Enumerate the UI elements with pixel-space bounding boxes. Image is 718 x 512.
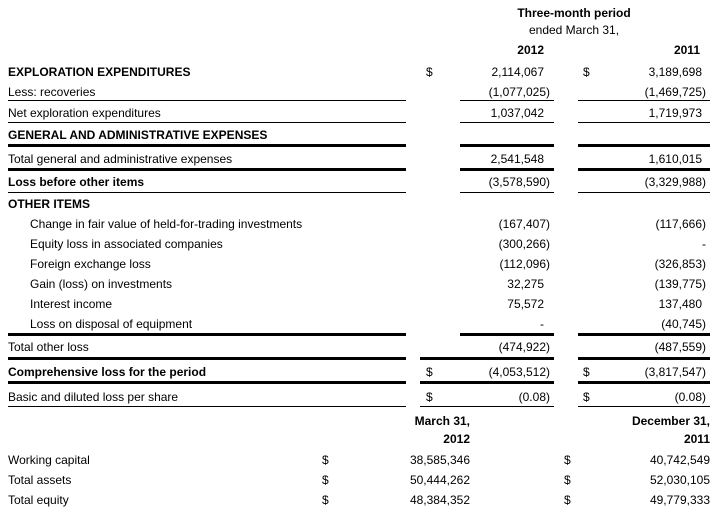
total-assets-2011: 52,030,105 xyxy=(649,473,710,487)
fx-loss-label: Foreign exchange loss xyxy=(30,257,151,271)
rule xyxy=(420,357,554,360)
rule xyxy=(460,168,554,171)
rule xyxy=(460,192,554,193)
rule xyxy=(8,168,406,171)
rule xyxy=(8,122,406,123)
other-items-heading: OTHER ITEMS xyxy=(8,197,91,211)
fx-loss-2012: (112,096) xyxy=(499,257,550,271)
rule xyxy=(460,144,554,147)
total-ga-2012: 2,541,548 xyxy=(490,152,544,166)
rule xyxy=(460,100,554,101)
rule xyxy=(578,168,710,171)
fx-loss-2011: (326,853) xyxy=(654,257,706,271)
interest-2011: 137,480 xyxy=(658,297,702,311)
ga-heading: GENERAL AND ADMINISTRATIVE EXPENSES xyxy=(8,128,268,142)
interest-2012: 75,572 xyxy=(507,297,544,311)
working-capital-2011: 40,742,549 xyxy=(649,453,710,467)
total-other-label: Total other loss xyxy=(8,340,89,354)
fair-value-label: Change in fair value of held-for-trading investments xyxy=(30,217,303,231)
total-ga-2011: 1,610,015 xyxy=(648,152,702,166)
gain-loss-2012: 32,275 xyxy=(507,277,544,291)
total-equity-2011: 49,779,333 xyxy=(649,493,710,507)
total-ga-label: Total general and administrative expenses xyxy=(8,152,233,166)
per-share-currency-2012: $ xyxy=(426,390,433,404)
rule xyxy=(578,100,710,101)
exploration-label: EXPLORATION EXPENDITURES xyxy=(8,65,191,79)
gain-loss-label: Gain (loss) on investments xyxy=(30,277,173,291)
total-other-2011: (487,559) xyxy=(654,340,706,354)
rule xyxy=(8,333,406,336)
working-capital-2012: 38,585,346 xyxy=(409,453,470,467)
rule xyxy=(420,381,554,384)
rule xyxy=(8,406,406,407)
rule xyxy=(578,406,710,407)
comprehensive-label: Comprehensive loss for the period xyxy=(8,365,207,379)
exploration-2011: 3,189,698 xyxy=(648,65,702,79)
total-equity-2012: 48,384,352 xyxy=(409,493,470,507)
loss-before-2012: (3,578,590) xyxy=(488,175,550,189)
period-subheading: ended March 31, xyxy=(528,23,620,37)
exploration-2012: 2,114,067 xyxy=(491,65,544,79)
balance-col1-year: 2012 xyxy=(443,432,470,446)
fair-value-2012: (167,407) xyxy=(498,217,550,231)
interest-label: Interest income xyxy=(30,297,113,311)
balance-col2-year: 2011 xyxy=(683,432,710,446)
rule xyxy=(578,381,710,384)
per-share-2012: (0.08) xyxy=(518,390,550,404)
total-equity-label: Total equity xyxy=(8,493,69,507)
rule xyxy=(578,333,710,336)
rule xyxy=(420,406,554,407)
total-assets-currency-1: $ xyxy=(322,473,329,487)
year-2011-header: 2011 xyxy=(673,43,700,57)
equity-loss-2012: (300,266) xyxy=(498,237,550,251)
balance-col2-heading: December 31, xyxy=(631,414,710,428)
recoveries-label: Less: recoveries xyxy=(8,85,96,99)
disposal-2012: - xyxy=(540,317,544,331)
comprehensive-2011: (3,817,547) xyxy=(644,365,706,379)
rule xyxy=(578,357,710,360)
rule xyxy=(578,122,710,123)
recoveries-2011: (1,469,725) xyxy=(644,85,706,99)
rule xyxy=(460,122,554,123)
per-share-label: Basic and diluted loss per share xyxy=(8,390,179,404)
disposal-2011: (40,745) xyxy=(661,317,706,331)
net-exploration-2012: 1,037,042 xyxy=(490,106,544,120)
gain-loss-2011: (139,775) xyxy=(654,277,706,291)
exploration-currency-2011: $ xyxy=(583,65,590,79)
comprehensive-currency-2011: $ xyxy=(583,365,590,379)
loss-before-label: Loss before other items xyxy=(8,175,145,189)
rule xyxy=(578,192,710,193)
comprehensive-currency-2012: $ xyxy=(426,365,433,379)
net-exploration-label: Net exploration expenditures xyxy=(8,106,161,120)
rule xyxy=(8,144,406,147)
rule xyxy=(8,192,406,193)
total-equity-currency-2: $ xyxy=(564,493,571,507)
exploration-currency-2012: $ xyxy=(426,65,433,79)
total-assets-label: Total assets xyxy=(8,473,72,487)
year-2012-header: 2012 xyxy=(517,43,544,57)
rule xyxy=(8,100,406,101)
working-capital-label: Working capital xyxy=(8,453,90,467)
working-capital-currency-1: $ xyxy=(322,453,329,467)
total-other-2012: (474,922) xyxy=(498,340,550,354)
loss-before-2011: (3,329,988) xyxy=(644,175,706,189)
net-exploration-2011: 1,719,973 xyxy=(648,106,702,120)
equity-loss-2011: - xyxy=(702,237,706,251)
fair-value-2011: (117,666) xyxy=(655,217,706,231)
total-assets-currency-2: $ xyxy=(564,473,571,487)
period-heading: Three-month period xyxy=(517,6,631,20)
rule xyxy=(8,357,406,360)
recoveries-2012: (1,077,025) xyxy=(488,85,550,99)
total-assets-2012: 50,444,262 xyxy=(409,473,470,487)
equity-loss-label: Equity loss in associated companies xyxy=(30,237,223,251)
comprehensive-2012: (4,053,512) xyxy=(488,365,550,379)
per-share-2011: (0.08) xyxy=(674,390,706,404)
working-capital-currency-2: $ xyxy=(564,453,571,467)
rule xyxy=(460,333,554,336)
balance-col1-heading: March 31, xyxy=(414,414,470,428)
total-equity-currency-1: $ xyxy=(322,493,329,507)
rule xyxy=(8,381,406,384)
rule xyxy=(578,144,710,147)
disposal-label: Loss on disposal of equipment xyxy=(30,317,193,331)
per-share-currency-2011: $ xyxy=(583,390,590,404)
